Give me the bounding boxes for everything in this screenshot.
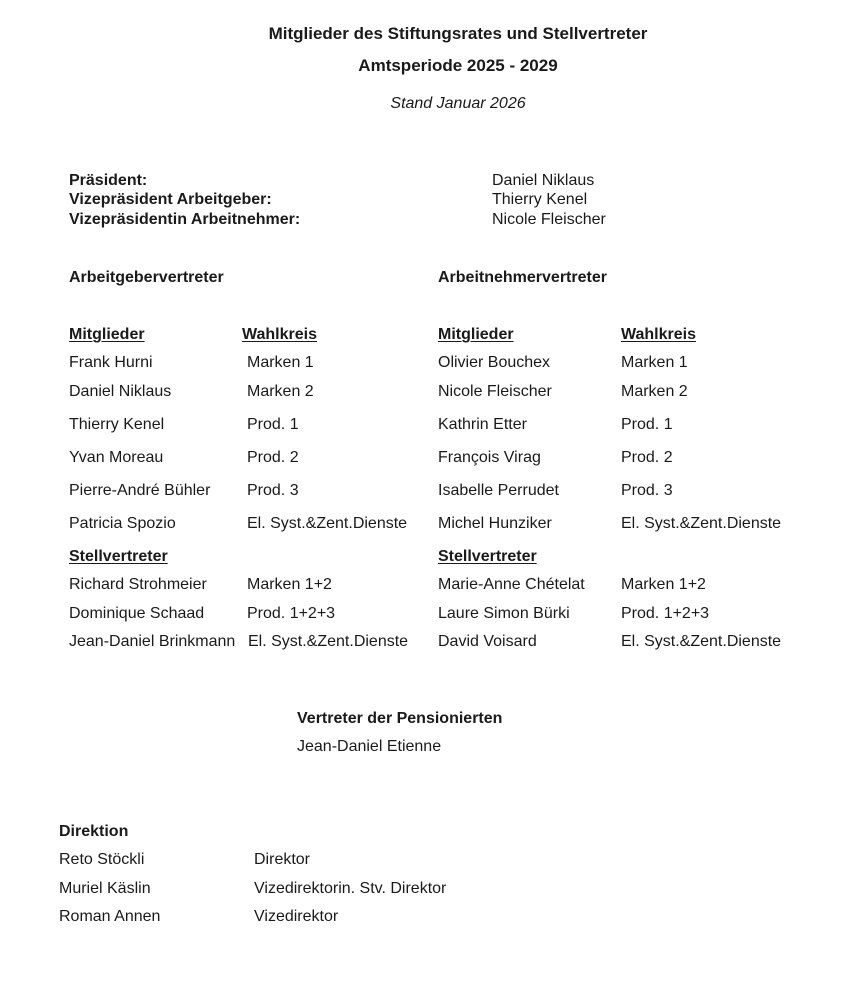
term-period: Amtsperiode 2025 - 2029 (358, 56, 558, 75)
employer-member-name: Daniel Niklaus (69, 383, 172, 400)
employer-member-district: Prod. 2 (247, 449, 299, 466)
officer-name-vp-employee: Nicole Fleischer (492, 211, 606, 228)
employee-member-district: El. Syst.&Zent.Dienste (621, 515, 782, 532)
officer-role-vp-employer: Vizepräsident Arbeitgeber: (69, 191, 272, 208)
employee-deputy-name: David Voisard (438, 633, 537, 650)
direction-person-role: Vizedirektorin. Stv. Direktor (254, 880, 447, 897)
direction-person-role: Vizedirektor (254, 908, 339, 925)
employee-heading: Arbeitnehmervertreter (438, 269, 607, 286)
employer-member-district: Prod. 1 (247, 416, 299, 433)
employer-member-name: Patricia Spozio (69, 515, 176, 532)
direction-person-name: Reto Stöckli (59, 851, 145, 868)
employer-deputy-district: El. Syst.&Zent.Dienste (248, 633, 409, 650)
employer-member-district: Marken 1 (247, 354, 314, 371)
officer-name-president: Daniel Niklaus (492, 172, 595, 189)
employee-member-name: Nicole Fleischer (438, 383, 552, 400)
direction-heading: Direktion (59, 823, 129, 840)
employer-deputy-name: Dominique Schaad (69, 605, 205, 622)
employee-member-name: Kathrin Etter (438, 416, 527, 433)
employer-member-district: El. Syst.&Zent.Dienste (247, 515, 408, 532)
employee-col-district: Wahlkreis (621, 326, 696, 343)
employee-member-district: Prod. 1 (621, 416, 673, 433)
employee-deputy-district: Marken 1+2 (621, 576, 706, 593)
employer-col-district: Wahlkreis (242, 326, 317, 343)
employer-deputies-heading: Stellvertreter (69, 548, 168, 565)
officer-name-vp-employer: Thierry Kenel (492, 191, 588, 208)
employer-deputy-district: Prod. 1+2+3 (247, 605, 336, 622)
employee-member-district: Prod. 2 (621, 449, 673, 466)
employee-deputy-name: Laure Simon Bürki (438, 605, 570, 622)
document-title: Mitglieder des Stiftungsrates und Stellvertreter (268, 24, 648, 43)
pensioners-name: Jean-Daniel Etienne (297, 738, 442, 755)
employee-deputy-name: Marie-Anne Chételat (438, 576, 585, 593)
status-date: Stand Januar 2026 (390, 95, 526, 112)
employer-col-members: Mitglieder (69, 326, 145, 343)
employee-deputy-district: Prod. 1+2+3 (621, 605, 710, 622)
employer-heading: Arbeitgebervertreter (69, 269, 224, 286)
employee-deputies-heading: Stellvertreter (438, 548, 537, 565)
employer-member-name: Pierre-André Bühler (69, 482, 211, 499)
employee-member-district: Marken 2 (621, 383, 688, 400)
employer-member-name: Thierry Kenel (69, 416, 165, 433)
direction-person-role: Direktor (254, 851, 311, 868)
pensioners-heading: Vertreter der Pensionierten (297, 710, 503, 727)
direction-person-name: Roman Annen (59, 908, 161, 925)
employee-member-name: François Virag (438, 449, 541, 466)
employee-deputy-district: El. Syst.&Zent.Dienste (621, 633, 782, 650)
officer-role-vp-employee: Vizepräsidentin Arbeitnehmer: (69, 211, 301, 228)
employer-deputy-name: Jean-Daniel Brinkmann (69, 633, 236, 650)
direction-person-name: Muriel Käslin (59, 880, 151, 897)
employer-member-name: Frank Hurni (69, 354, 153, 371)
employee-member-name: Michel Hunziker (438, 515, 552, 532)
employer-member-name: Yvan Moreau (69, 449, 164, 466)
employee-member-name: Olivier Bouchex (438, 354, 551, 371)
employer-deputy-name: Richard Strohmeier (69, 576, 207, 593)
officer-role-president: Präsident: (69, 172, 148, 189)
employee-member-district: Prod. 3 (621, 482, 673, 499)
employee-member-district: Marken 1 (621, 354, 688, 371)
employer-member-district: Marken 2 (247, 383, 314, 400)
employee-col-members: Mitglieder (438, 326, 514, 343)
employee-member-name: Isabelle Perrudet (438, 482, 559, 499)
employer-deputy-district: Marken 1+2 (247, 576, 332, 593)
employer-member-district: Prod. 3 (247, 482, 299, 499)
